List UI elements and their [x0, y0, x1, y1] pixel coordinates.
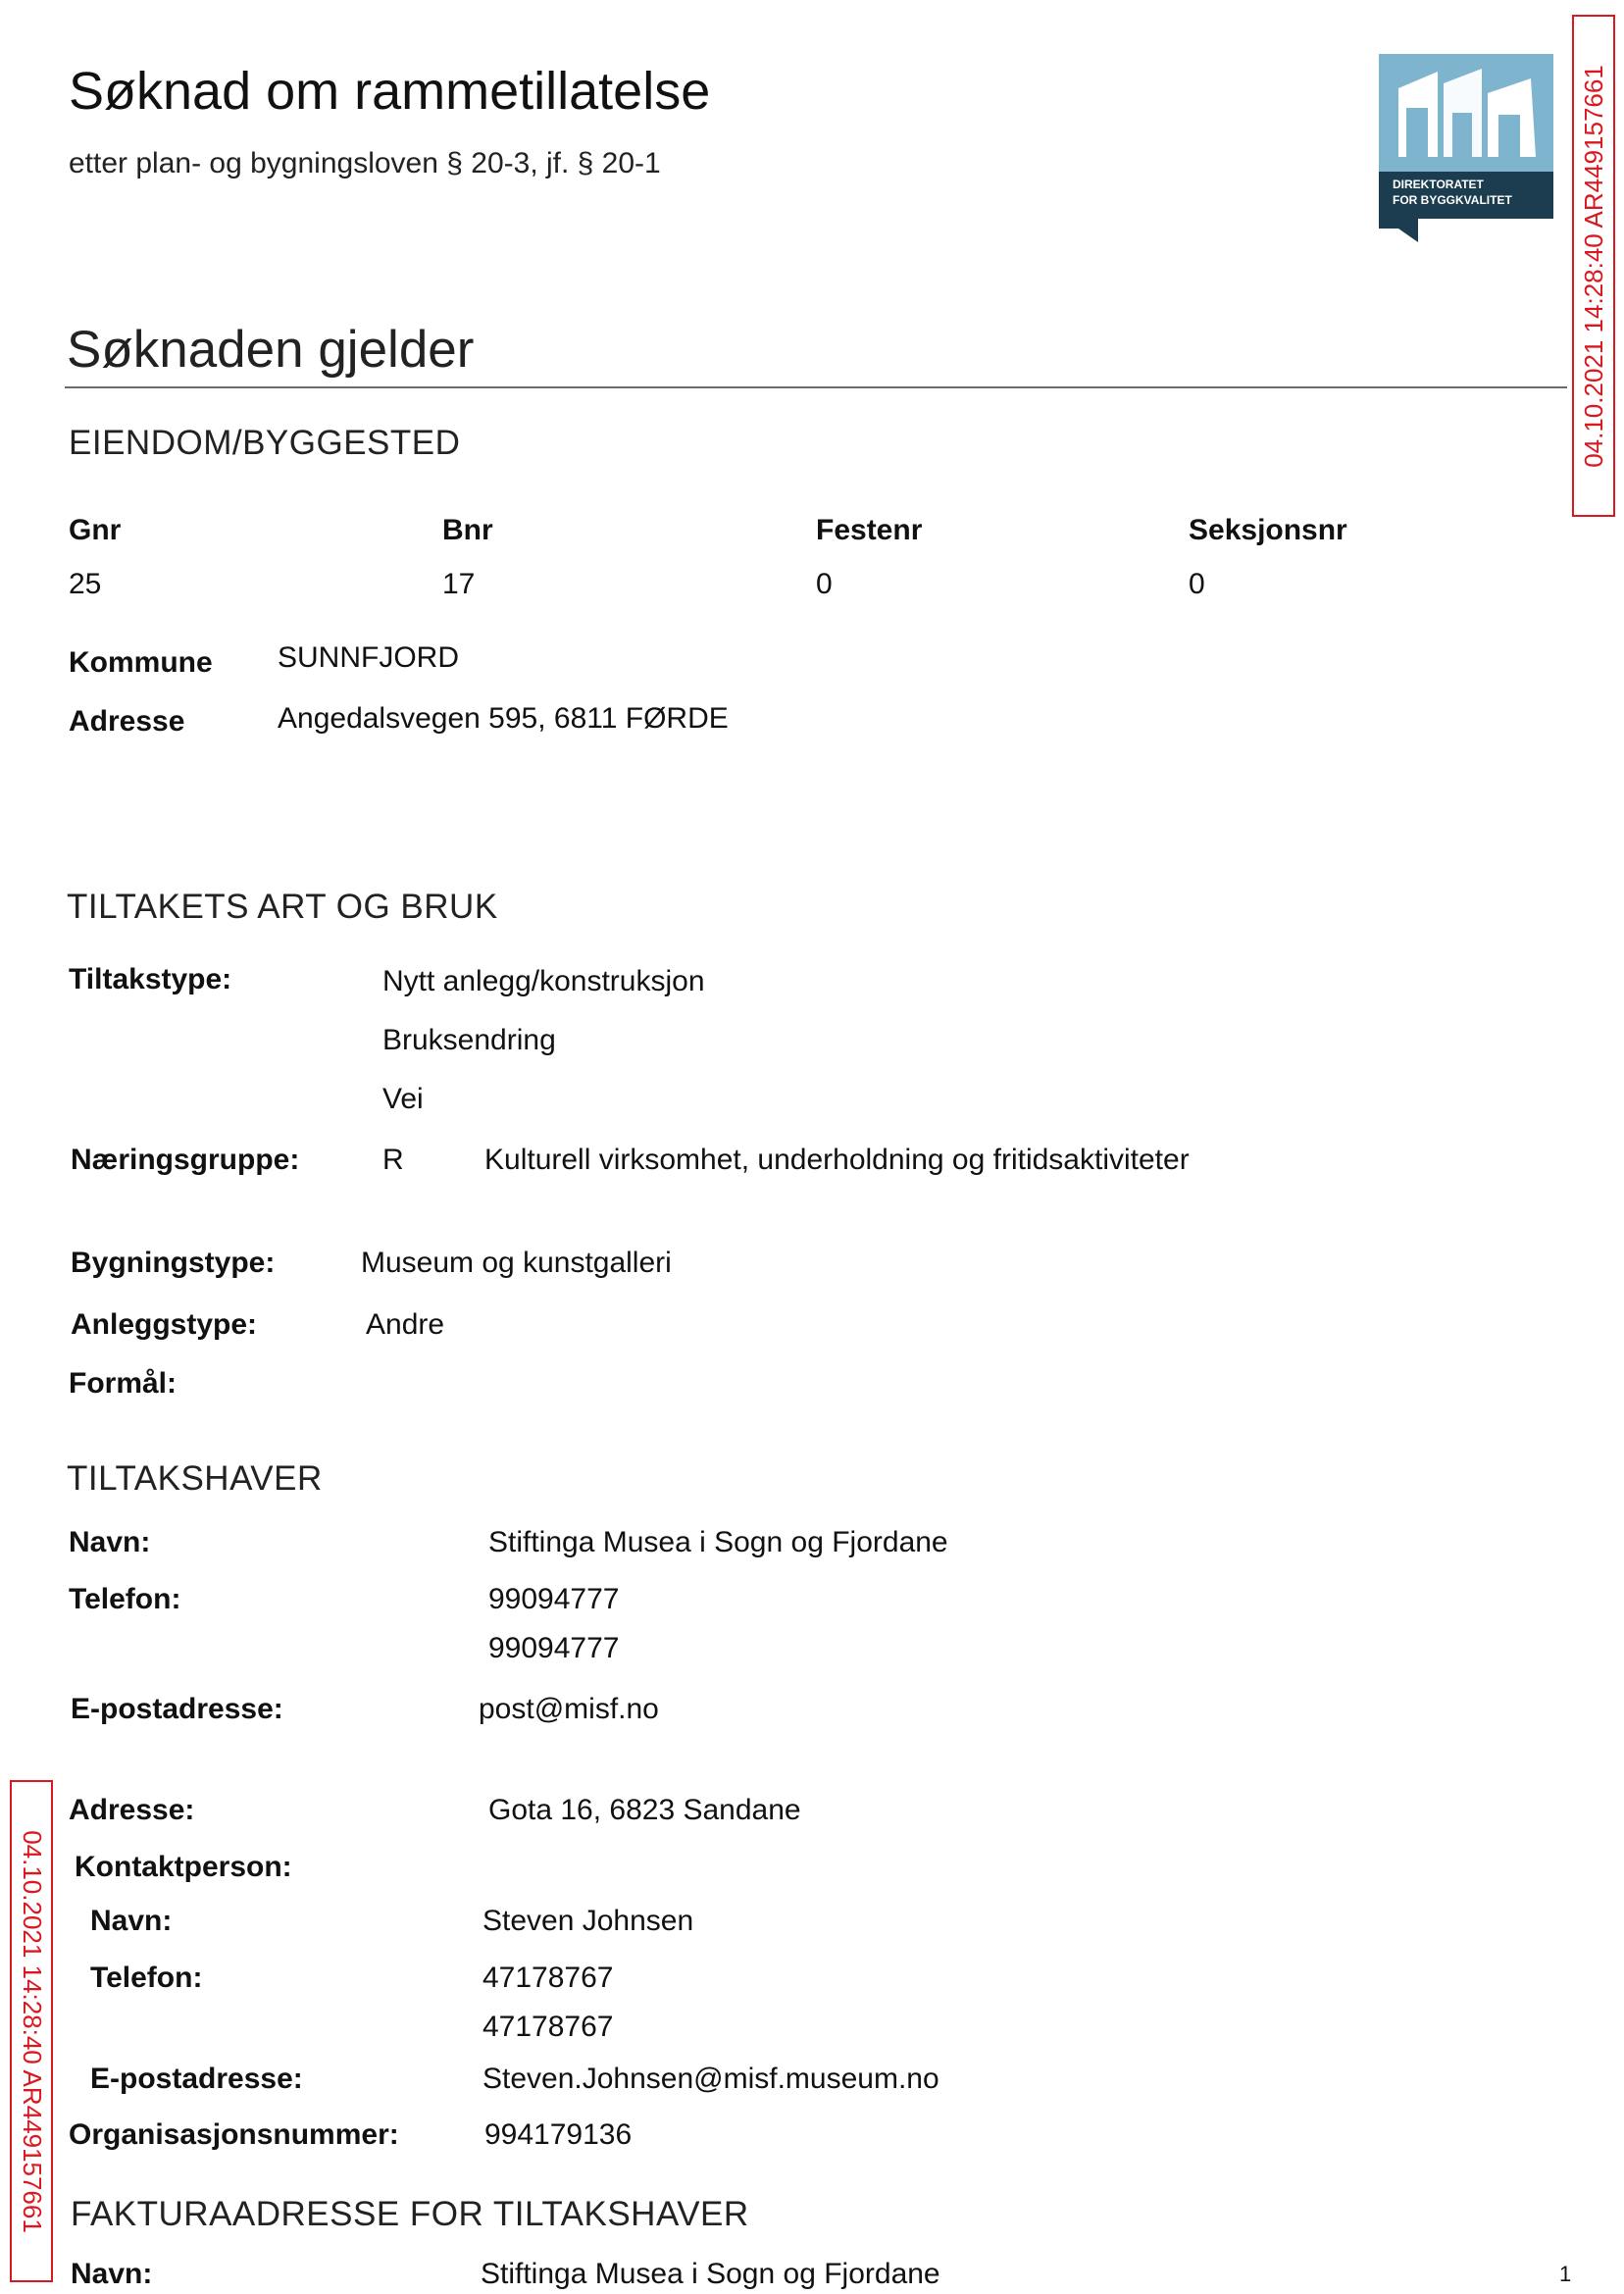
anleggstype-label: Anleggstype:: [71, 1308, 258, 1341]
section-heading-eiendom: EIENDOM/BYGGESTED: [69, 424, 461, 462]
document-title: Søknad om rammetillatelse: [69, 62, 711, 121]
tiltakstype-value: Bruksendring: [382, 1024, 556, 1056]
bnr-value: 17: [442, 568, 476, 600]
kontakt-telefon-label: Telefon:: [90, 1962, 203, 1994]
stamp-text: 04.10.2021 14:28:40 AR449157661: [1578, 64, 1608, 468]
tiltakshaver-telefon-label: Telefon:: [69, 1583, 181, 1615]
page-number: 1: [1559, 2262, 1572, 2286]
tiltakshaver-telefon-value: 99094777: [488, 1583, 620, 1615]
dibk-logo: [1379, 54, 1553, 242]
faktura-navn-value: Stiftinga Musea i Sogn og Fjordane: [481, 2258, 940, 2290]
kontakt-telefon-value: 47178767: [482, 1962, 614, 1994]
bygningstype-value: Museum og kunstgalleri: [361, 1247, 672, 1279]
kontakt-epost-value: Steven.Johnsen@misf.museum.no: [482, 2063, 939, 2095]
tiltakshaver-telefon-value: 99094777: [488, 1632, 620, 1664]
kontakt-telefon-value: 47178767: [482, 2011, 614, 2043]
gnr-label: Gnr: [69, 514, 122, 546]
festenr-label: Festenr: [816, 514, 923, 546]
tiltakshaver-navn-label: Navn:: [69, 1526, 151, 1558]
tiltakstype-label: Tiltakstype:: [69, 963, 232, 995]
anleggstype-value: Andre: [366, 1308, 445, 1341]
heading-divider: [65, 386, 1567, 388]
orgnr-label: Organisasjonsnummer:: [69, 2118, 399, 2151]
seksjonsnr-value: 0: [1189, 568, 1205, 600]
tiltakshaver-navn-value: Stiftinga Musea i Sogn og Fjordane: [488, 1526, 948, 1558]
faktura-navn-label: Navn:: [71, 2258, 153, 2290]
adresse-label: Adresse: [69, 705, 185, 738]
section-heading-soknaden: Søknaden gjelder: [67, 321, 475, 379]
tiltakshaver-adresse-value: Gota 16, 6823 Sandane: [488, 1794, 801, 1826]
adresse-value: Angedalsvegen 595, 6811 FØRDE: [278, 702, 729, 735]
bnr-label: Bnr: [442, 514, 493, 546]
kontaktperson-label: Kontaktperson:: [75, 1851, 292, 1883]
tiltakstype-value: Vei: [382, 1083, 424, 1115]
kontakt-epost-label: E-postadresse:: [90, 2063, 303, 2095]
section-heading-tiltak: TILTAKETS ART OG BRUK: [67, 888, 498, 926]
formal-label: Formål:: [69, 1367, 178, 1400]
kontakt-navn-value: Steven Johnsen: [482, 1905, 694, 1937]
registration-stamp-left: [10, 1780, 53, 2282]
bygningstype-label: Bygningstype:: [71, 1247, 276, 1279]
naeringsgruppe-text: Kulturell virksomhet, underholdning og fritidsaktiviteter: [484, 1144, 1190, 1176]
stamp-text: 04.10.2021 14:28:40 AR449157661: [17, 1829, 47, 2233]
logo-graphic: [1379, 54, 1553, 242]
festenr-value: 0: [816, 568, 833, 600]
gnr-value: 25: [69, 568, 102, 600]
seksjonsnr-label: Seksjonsnr: [1189, 514, 1347, 546]
kommune-value: SUNNFJORD: [278, 641, 459, 674]
section-heading-faktura: FAKTURAADRESSE FOR TILTAKSHAVER: [71, 2195, 749, 2233]
logo-text-line1: DIREKTORATET: [1393, 178, 1484, 191]
section-heading-tiltakshaver: TILTAKSHAVER: [67, 1459, 323, 1498]
naeringsgruppe-code: R: [382, 1144, 404, 1176]
registration-stamp-right: [1572, 15, 1615, 517]
tiltakshaver-epost-value: post@misf.no: [479, 1693, 659, 1725]
tiltakshaver-epost-label: E-postadresse:: [71, 1693, 283, 1725]
document-subtitle: etter plan- og bygningsloven § 20-3, jf. § 20-1: [69, 147, 661, 179]
tiltakshaver-adresse-label: Adresse:: [69, 1794, 195, 1826]
kommune-label: Kommune: [69, 646, 213, 679]
naeringsgruppe-label: Næringsgruppe:: [71, 1144, 300, 1176]
kontakt-navn-label: Navn:: [90, 1905, 173, 1937]
orgnr-value: 994179136: [484, 2118, 633, 2151]
logo-text-line2: FOR BYGGKVALITET: [1393, 193, 1512, 207]
tiltakstype-value: Nytt anlegg/konstruksjon: [382, 965, 705, 997]
